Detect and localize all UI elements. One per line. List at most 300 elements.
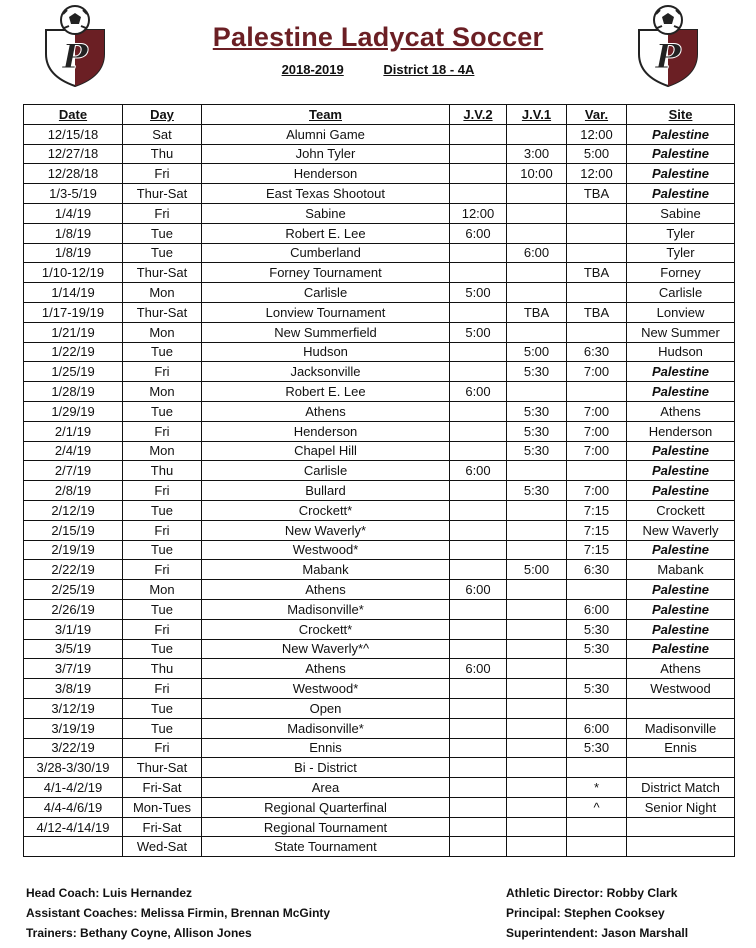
varsity-cell: 5:30 [567,639,627,659]
team-cell: Sabine [202,203,450,223]
varsity-cell: 7:15 [567,520,627,540]
jv1-cell: 5:30 [507,421,567,441]
site-cell: Palestine [627,580,735,600]
day-cell: Fri [123,679,202,699]
varsity-cell: 6:00 [567,599,627,619]
team-cell: Henderson [202,421,450,441]
varsity-cell [567,243,627,263]
jv2-cell [450,639,507,659]
site-cell: Palestine [627,184,735,204]
date-cell: 1/29/19 [24,401,123,421]
jv2-cell [450,263,507,283]
jv2-cell [450,441,507,461]
team-cell: Athens [202,659,450,679]
table-row [24,283,735,303]
jv2-cell [450,342,507,362]
jv1-cell [507,184,567,204]
table-row [24,401,735,421]
jv1-cell [507,540,567,560]
varsity-cell: 7:15 [567,540,627,560]
site-cell [627,817,735,837]
site-cell: Palestine [627,362,735,382]
team-cell: Mabank [202,560,450,580]
site-cell: Henderson [627,421,735,441]
table-row [24,659,735,679]
site-cell: Palestine [627,599,735,619]
jv2-cell [450,837,507,857]
varsity-cell: 7:00 [567,421,627,441]
date-cell: 2/19/19 [24,540,123,560]
date-cell: 1/17-19/19 [24,302,123,322]
team-cell: Ennis [202,738,450,758]
team-cell: Athens [202,580,450,600]
team-cell: East Texas Shootout [202,184,450,204]
site-cell: Forney [627,263,735,283]
jv2-cell [450,500,507,520]
day-cell: Fri [123,203,202,223]
table-row [24,322,735,342]
varsity-cell: 6:30 [567,560,627,580]
varsity-cell: 5:30 [567,738,627,758]
day-cell: Fri-Sat [123,817,202,837]
table-row [24,797,735,817]
jv1-cell: 5:30 [507,481,567,501]
varsity-cell [567,758,627,778]
team-cell: Crockett* [202,619,450,639]
jv2-cell [450,560,507,580]
day-cell: Tue [123,718,202,738]
jv2-cell: 6:00 [450,382,507,402]
jv2-cell [450,738,507,758]
day-cell: Tue [123,599,202,619]
column-header: Team [202,105,450,125]
team-cell: Crockett* [202,500,450,520]
day-cell: Fri [123,164,202,184]
varsity-cell: 12:00 [567,164,627,184]
date-cell: 1/28/19 [24,382,123,402]
jv1-cell [507,263,567,283]
jv2-cell [450,243,507,263]
date-cell: 1/25/19 [24,362,123,382]
head-coach: Head Coach: Luis Hernandez [26,886,193,900]
jv1-cell [507,322,567,342]
date-cell: 2/15/19 [24,520,123,540]
day-cell: Mon-Tues [123,797,202,817]
jv1-cell [507,639,567,659]
table-row [24,698,735,718]
day-cell: Tue [123,243,202,263]
day-cell: Mon [123,283,202,303]
date-cell: 2/12/19 [24,500,123,520]
table-header-row [24,105,735,125]
team-cell: John Tyler [202,144,450,164]
jv1-cell [507,698,567,718]
schedule-table [23,104,735,857]
assistant-coaches: Assistant Coaches: Melissa Firmin, Brennan McGinty [26,906,331,920]
table-row [24,481,735,501]
team-cell: New Summerfield [202,322,450,342]
table-row [24,758,735,778]
site-cell: New Waverly [627,520,735,540]
jv2-cell [450,302,507,322]
team-cell: Carlisle [202,283,450,303]
date-cell: 1/21/19 [24,322,123,342]
team-cell: New Waverly* [202,520,450,540]
site-cell: Hudson [627,342,735,362]
athletic-director: Athletic Director: Robby Clark [506,886,678,900]
jv2-cell: 6:00 [450,659,507,679]
day-cell: Tue [123,223,202,243]
varsity-cell [567,837,627,857]
subtitle [0,62,756,77]
date-cell: 3/19/19 [24,718,123,738]
jv1-cell [507,223,567,243]
varsity-cell: ^ [567,797,627,817]
table-row [24,580,735,600]
page-title: Palestine Ladycat Soccer [212,22,544,52]
superintendent: Superintendent: Jason Marshall [506,926,689,940]
table-row [24,679,735,699]
site-cell: Palestine [627,639,735,659]
day-cell: Fri [123,421,202,441]
date-cell: 1/4/19 [24,203,123,223]
team-cell: Robert E. Lee [202,223,450,243]
date-cell: 2/4/19 [24,441,123,461]
logo-letter: P [655,37,681,77]
varsity-cell: TBA [567,263,627,283]
jv1-cell [507,718,567,738]
column-header: Date [24,105,123,125]
team-cell: Robert E. Lee [202,382,450,402]
day-cell: Mon [123,580,202,600]
team-cell: Bullard [202,481,450,501]
day-cell: Fri [123,362,202,382]
jv1-cell [507,461,567,481]
jv1-cell: 3:00 [507,144,567,164]
day-cell: Fri-Sat [123,778,202,798]
date-cell: 3/8/19 [24,679,123,699]
day-cell: Thur-Sat [123,263,202,283]
date-cell: 1/22/19 [24,342,123,362]
jv2-cell [450,124,507,144]
jv2-cell [450,758,507,778]
jv1-cell: 5:30 [507,401,567,421]
staff-list-right [506,883,688,943]
jv2-cell [450,817,507,837]
site-cell: Palestine [627,619,735,639]
table-row [24,164,735,184]
date-cell: 3/1/19 [24,619,123,639]
date-cell: 2/8/19 [24,481,123,501]
jv2-cell: 5:00 [450,322,507,342]
jv2-cell: 12:00 [450,203,507,223]
date-cell: 1/10-12/19 [24,263,123,283]
jv2-cell [450,401,507,421]
date-cell: 3/7/19 [24,659,123,679]
varsity-cell [567,580,627,600]
jv1-cell [507,837,567,857]
day-cell: Fri [123,520,202,540]
day-cell: Mon [123,441,202,461]
team-cell: Open [202,698,450,718]
date-cell: 1/8/19 [24,243,123,263]
site-cell: Crockett [627,500,735,520]
site-cell: Lonview [627,302,735,322]
table-row [24,837,735,857]
jv1-cell [507,758,567,778]
jv1-cell: 6:00 [507,243,567,263]
jv2-cell [450,778,507,798]
jv2-cell [450,481,507,501]
logo-letter: P [62,37,88,77]
table-row [24,599,735,619]
jv1-cell [507,679,567,699]
district-label: District 18 - 4A [383,62,475,77]
date-cell: 12/15/18 [24,124,123,144]
team-cell: Cumberland [202,243,450,263]
jv1-cell [507,619,567,639]
jv2-cell [450,797,507,817]
varsity-cell: 6:30 [567,342,627,362]
column-header: J.V.2 [450,105,507,125]
varsity-cell [567,382,627,402]
date-cell: 4/1-4/2/19 [24,778,123,798]
table-row [24,718,735,738]
site-cell: Palestine [627,164,735,184]
table-row [24,302,735,322]
jv1-cell [507,382,567,402]
date-cell: 2/1/19 [24,421,123,441]
day-cell: Tue [123,401,202,421]
site-cell: Madisonville [627,718,735,738]
column-header: Var. [567,105,627,125]
column-header: J.V.1 [507,105,567,125]
jv1-cell [507,778,567,798]
table-row [24,560,735,580]
jv2-cell [450,362,507,382]
site-cell: Athens [627,401,735,421]
jv2-cell [450,144,507,164]
site-cell: Tyler [627,243,735,263]
site-cell: Palestine [627,382,735,402]
varsity-cell [567,283,627,303]
site-cell: Senior Night [627,797,735,817]
day-cell: Tue [123,342,202,362]
date-cell: 12/27/18 [24,144,123,164]
jv1-cell [507,580,567,600]
site-cell: Palestine [627,124,735,144]
jv1-cell [507,283,567,303]
day-cell: Thu [123,659,202,679]
trainers: Trainers: Bethany Coyne, Allison Jones [26,926,252,940]
varsity-cell: 5:00 [567,144,627,164]
varsity-cell: 7:00 [567,362,627,382]
date-cell: 1/8/19 [24,223,123,243]
jv1-cell [507,599,567,619]
day-cell: Thur-Sat [123,302,202,322]
day-cell: Mon [123,382,202,402]
day-cell: Fri [123,481,202,501]
team-cell: Westwood* [202,679,450,699]
site-cell: Palestine [627,461,735,481]
day-cell: Thur-Sat [123,184,202,204]
table-row [24,124,735,144]
team-cell: Forney Tournament [202,263,450,283]
jv1-cell [507,817,567,837]
date-cell: 1/3-5/19 [24,184,123,204]
date-cell: 1/14/19 [24,283,123,303]
jv1-cell [507,520,567,540]
jv2-cell: 6:00 [450,223,507,243]
day-cell: Tue [123,500,202,520]
team-cell: Hudson [202,342,450,362]
table-row [24,540,735,560]
jv1-cell [507,500,567,520]
jv1-cell: TBA [507,302,567,322]
jv1-cell [507,659,567,679]
day-cell: Thur-Sat [123,758,202,778]
date-cell: 3/28-3/30/19 [24,758,123,778]
day-cell: Fri [123,738,202,758]
principal: Principal: Stephen Cooksey [506,906,665,920]
table-row [24,223,735,243]
team-cell: Chapel Hill [202,441,450,461]
table-row [24,461,735,481]
column-header: Day [123,105,202,125]
date-cell: 3/22/19 [24,738,123,758]
jv2-cell: 5:00 [450,283,507,303]
staff-list-left [26,883,330,943]
jv1-cell: 5:30 [507,362,567,382]
table-row [24,263,735,283]
varsity-cell [567,223,627,243]
varsity-cell: 7:00 [567,401,627,421]
site-cell: Sabine [627,203,735,223]
jv2-cell [450,540,507,560]
site-cell [627,698,735,718]
table-row [24,382,735,402]
jv1-cell [507,738,567,758]
table-row [24,144,735,164]
varsity-cell: * [567,778,627,798]
table-row [24,817,735,837]
day-cell: Thu [123,461,202,481]
season-label: 2018-2019 [281,62,344,77]
jv1-cell [507,797,567,817]
date-cell: 4/4-4/6/19 [24,797,123,817]
site-cell: Palestine [627,540,735,560]
team-cell: Regional Tournament [202,817,450,837]
varsity-cell: TBA [567,184,627,204]
day-cell: Sat [123,124,202,144]
varsity-cell [567,817,627,837]
jv1-cell: 10:00 [507,164,567,184]
varsity-cell [567,659,627,679]
team-cell: Carlisle [202,461,450,481]
day-cell: Tue [123,540,202,560]
team-cell: Henderson [202,164,450,184]
team-cell: State Tournament [202,837,450,857]
team-cell: Bi - District [202,758,450,778]
site-cell: Palestine [627,144,735,164]
team-cell: New Waverly*^ [202,639,450,659]
column-header: Site [627,105,735,125]
varsity-cell [567,322,627,342]
day-cell: Tue [123,639,202,659]
day-cell: Wed-Sat [123,837,202,857]
site-cell: District Match [627,778,735,798]
table-row [24,619,735,639]
table-row [24,520,735,540]
day-cell: Tue [123,698,202,718]
table-row [24,639,735,659]
team-cell: Alumni Game [202,124,450,144]
site-cell: Athens [627,659,735,679]
jv2-cell [450,164,507,184]
table-row [24,342,735,362]
jv2-cell [450,679,507,699]
date-cell [24,837,123,857]
jv1-cell: 5:00 [507,342,567,362]
team-cell: Jacksonville [202,362,450,382]
varsity-cell: 5:30 [567,619,627,639]
varsity-cell: TBA [567,302,627,322]
site-cell: Carlisle [627,283,735,303]
table-row [24,203,735,223]
team-cell: Madisonville* [202,718,450,738]
site-cell: Ennis [627,738,735,758]
site-cell: Palestine [627,481,735,501]
varsity-cell: 6:00 [567,718,627,738]
date-cell: 3/5/19 [24,639,123,659]
varsity-cell: 7:00 [567,481,627,501]
varsity-cell: 7:00 [567,441,627,461]
table-row [24,441,735,461]
site-cell: Mabank [627,560,735,580]
table-row [24,778,735,798]
table-row [24,184,735,204]
date-cell: 4/12-4/14/19 [24,817,123,837]
site-cell: New Summer [627,322,735,342]
date-cell: 2/7/19 [24,461,123,481]
site-cell [627,758,735,778]
schedule-body [24,124,735,856]
date-cell: 2/22/19 [24,560,123,580]
jv1-cell: 5:00 [507,560,567,580]
table-row [24,243,735,263]
jv2-cell [450,520,507,540]
varsity-cell [567,203,627,223]
team-cell: Madisonville* [202,599,450,619]
site-cell: Westwood [627,679,735,699]
day-cell: Fri [123,619,202,639]
site-cell: Tyler [627,223,735,243]
jv2-cell [450,184,507,204]
date-cell: 3/12/19 [24,698,123,718]
jv2-cell: 6:00 [450,461,507,481]
team-cell: Westwood* [202,540,450,560]
jv1-cell: 5:30 [507,441,567,461]
site-cell: Palestine [627,441,735,461]
team-cell: Regional Quarterfinal [202,797,450,817]
jv1-cell [507,203,567,223]
jv2-cell [450,698,507,718]
jv2-cell [450,599,507,619]
varsity-cell [567,461,627,481]
varsity-cell: 12:00 [567,124,627,144]
varsity-cell: 5:30 [567,679,627,699]
team-cell: Lonview Tournament [202,302,450,322]
